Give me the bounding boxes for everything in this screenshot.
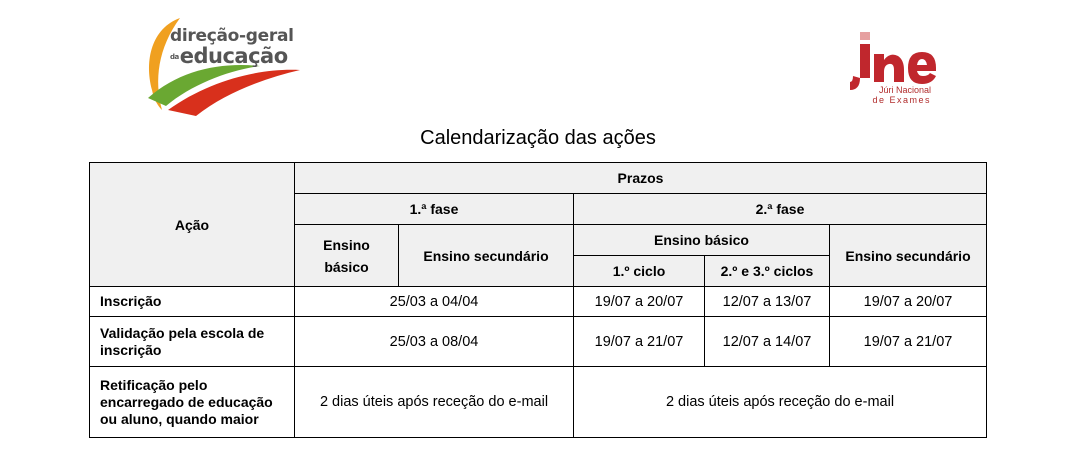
header-fase2: 2.ª fase bbox=[574, 194, 987, 225]
dge-logo-line1: direção-geral bbox=[170, 26, 294, 46]
row-ciclo23: 12/07 a 14/07 bbox=[705, 317, 830, 367]
table-row bbox=[90, 317, 987, 367]
header-ciclo23: 2.º e 3.º ciclos bbox=[705, 256, 830, 287]
page-title: Calendarização das ações bbox=[420, 127, 656, 149]
header-fase1: 1.ª fase bbox=[295, 194, 574, 225]
dge-logo-prefix: da bbox=[170, 52, 179, 61]
jne-logo-caption bbox=[851, 85, 931, 105]
dge-logo-line2-text: educação bbox=[179, 44, 288, 68]
header-acao: Ação bbox=[90, 163, 295, 287]
table-row bbox=[90, 287, 987, 317]
calendar-table bbox=[89, 162, 987, 438]
header-prazos: Prazos bbox=[295, 163, 987, 194]
row-ciclo1: 19/07 a 21/07 bbox=[574, 317, 705, 367]
row-ciclo1: 19/07 a 20/07 bbox=[574, 287, 705, 317]
row-fase1: 2 dias úteis após receção do e-mail bbox=[295, 367, 574, 438]
jne-logo-line1: Júri Nacional bbox=[878, 85, 931, 95]
table-row bbox=[90, 367, 987, 438]
header-ensino-secundario-fase2: Ensino secundário bbox=[830, 225, 987, 287]
header-ensino-secundario-fase1: Ensino secundário bbox=[399, 225, 574, 287]
header-ensino-basico-fase1: Ensino básico bbox=[295, 225, 399, 287]
row-secundario2: 19/07 a 20/07 bbox=[830, 287, 987, 317]
row-acao: Retificação pelo encarregado de educação ou aluno, quando maior bbox=[90, 367, 295, 438]
row-fase1: 25/03 a 04/04 bbox=[295, 287, 574, 317]
header-ciclo1: 1.º ciclo bbox=[574, 256, 705, 287]
header-ensino-basico-fase2: Ensino básico bbox=[574, 225, 830, 256]
row-fase1: 25/03 a 08/04 bbox=[295, 317, 574, 367]
row-ciclo23: 12/07 a 13/07 bbox=[705, 287, 830, 317]
row-secundario2: 19/07 a 21/07 bbox=[830, 317, 987, 367]
row-acao: Validação pela escola de inscrição bbox=[90, 317, 295, 367]
dge-logo-text bbox=[170, 28, 294, 67]
dge-logo-line2 bbox=[170, 46, 294, 67]
row-acao: Inscrição bbox=[90, 287, 295, 317]
jne-logo-line2: de Exames bbox=[872, 95, 931, 105]
row-fase2: 2 dias úteis após receção do e-mail bbox=[574, 367, 987, 438]
